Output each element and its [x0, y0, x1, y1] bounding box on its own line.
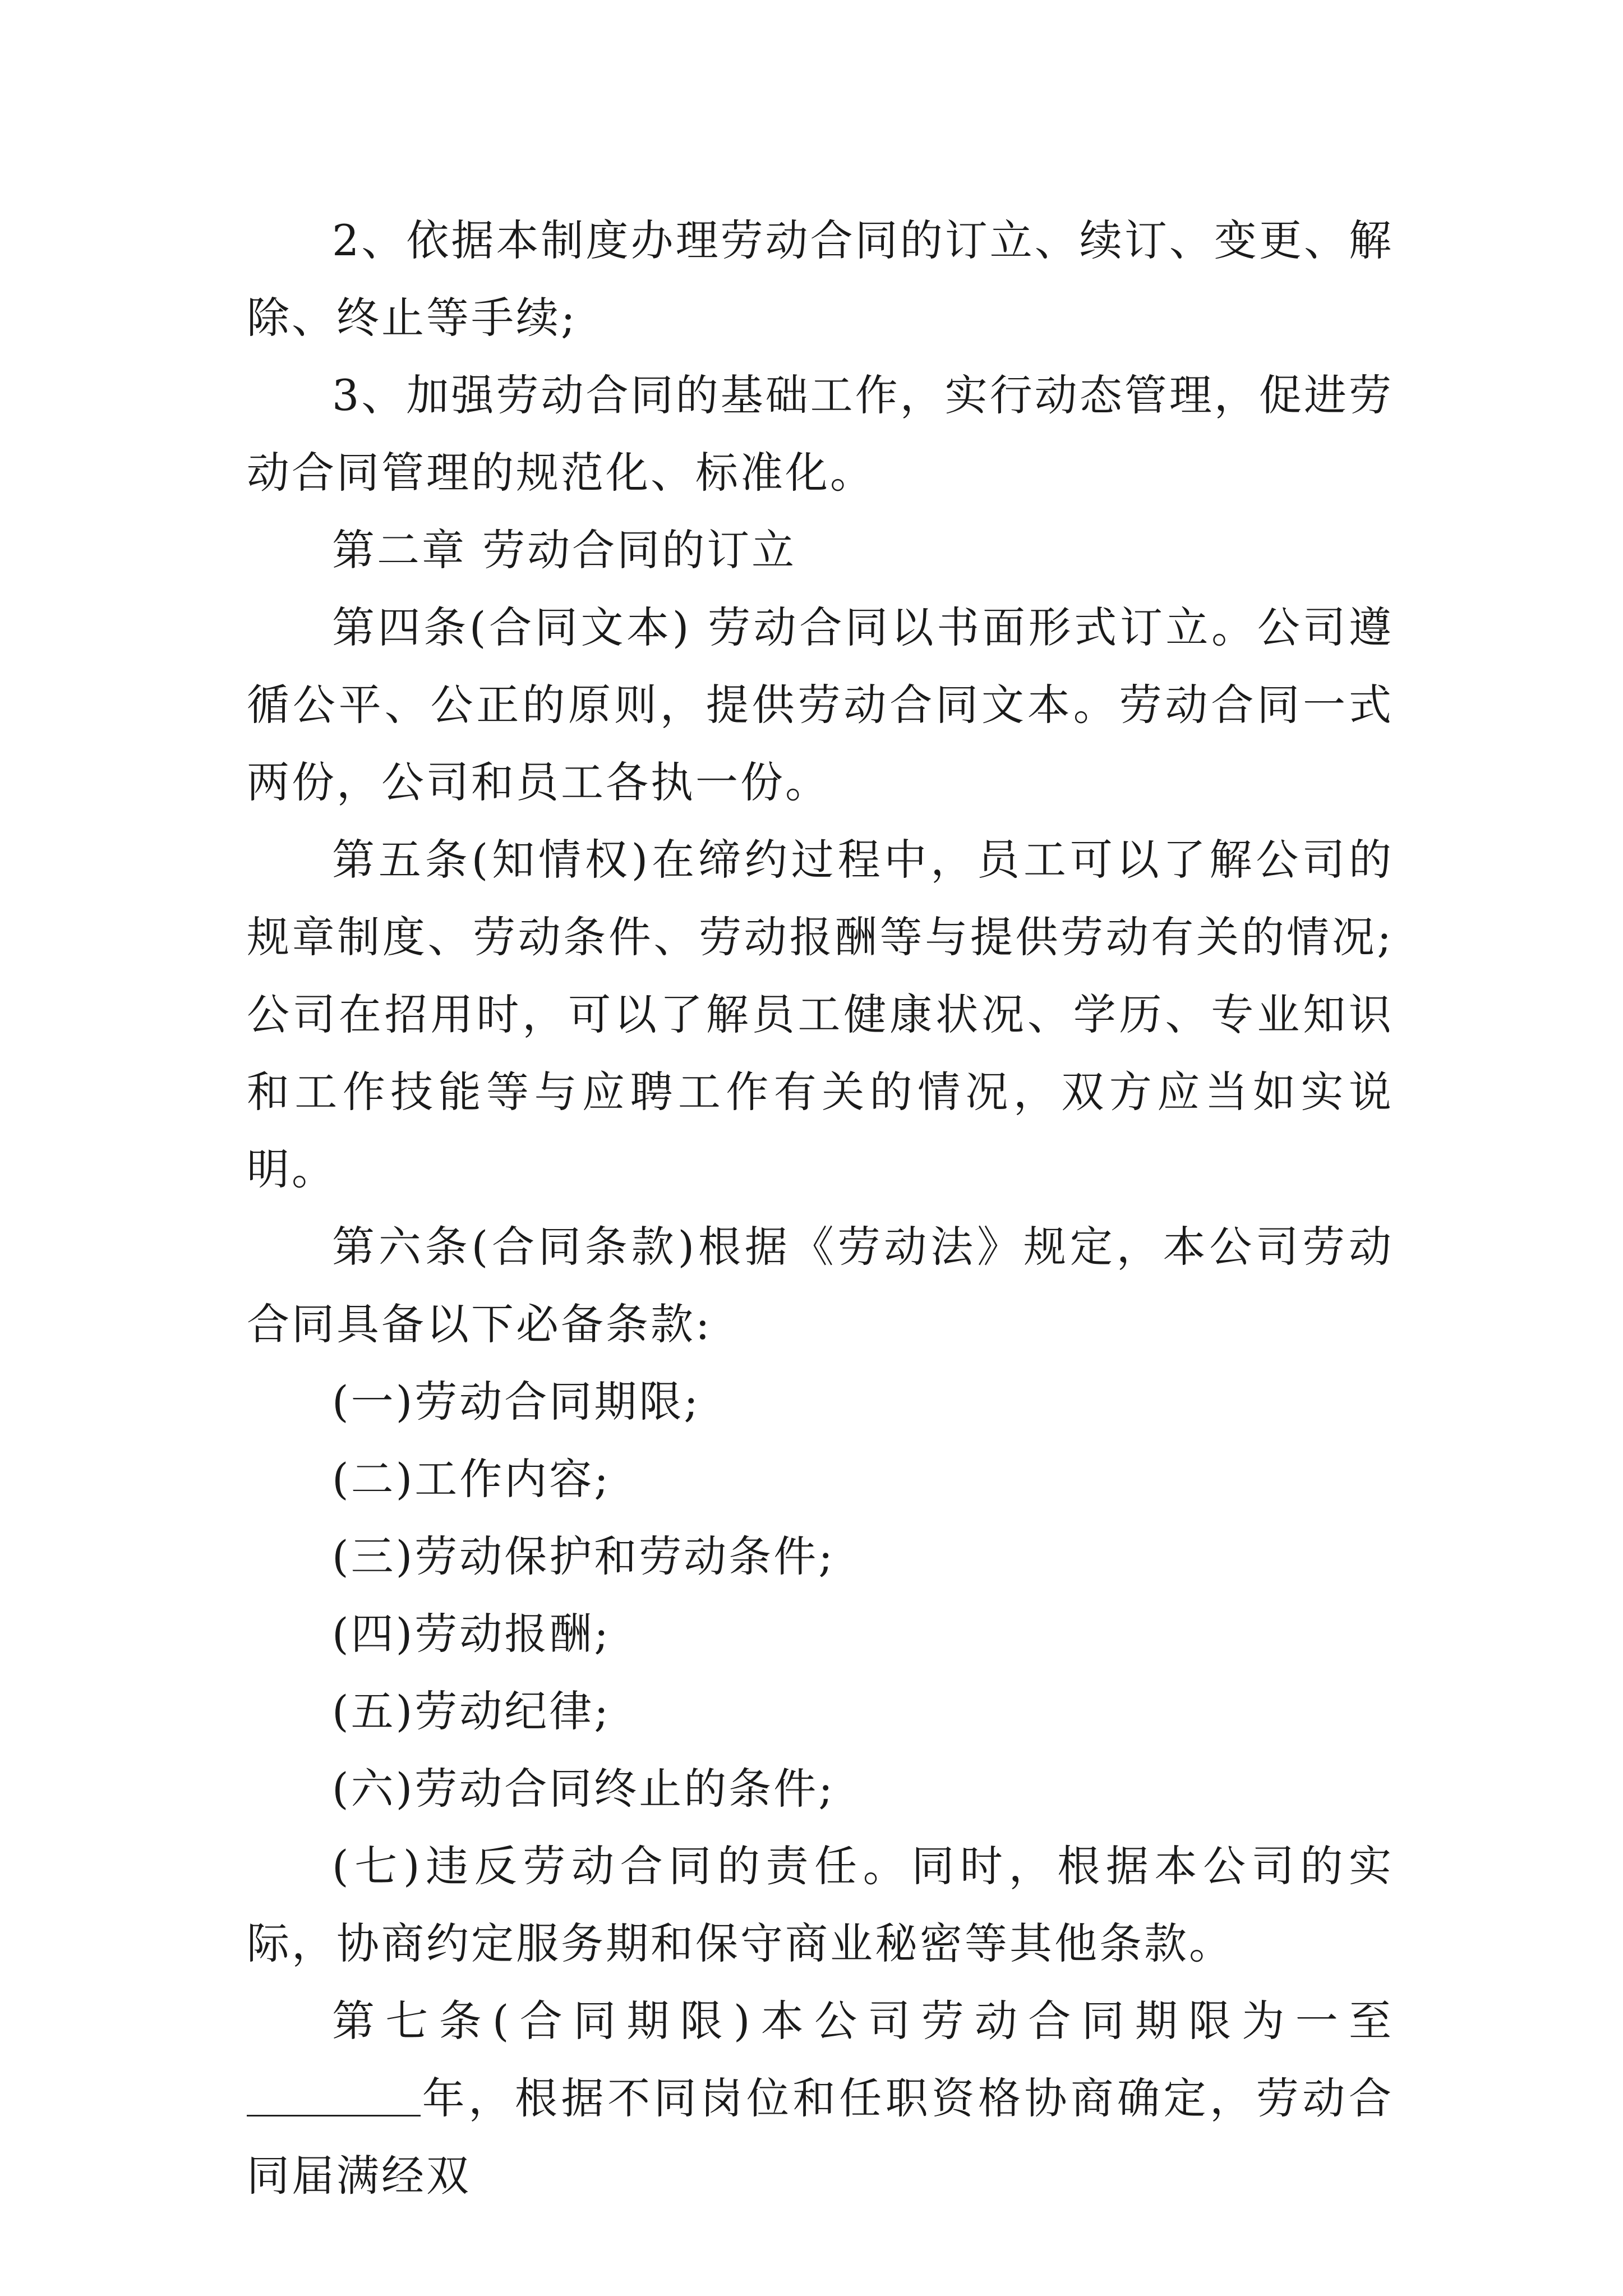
article-5: 第五条(知情权)在缔约过程中，员工可以了解公司的规章制度、劳动条件、劳动报酬等与提供劳动有关的情况;公司在招用时，可以了解员工健康状况、学历、专业知识和工作技能等与应聘工作有关的情况，双方应当如实说明。 — [247, 835, 1394, 1194]
article-7-text-start: 第七条(合同期限)本公司劳动合同期限为一至 — [332, 1996, 1394, 2046]
clause-5: (五)劳动纪律; — [332, 1686, 611, 1736]
chapter-heading: 第二章 劳动合同的订立 — [332, 525, 797, 575]
clause-7: (七)违反劳动合同的责任。同时，根据本公司的实际，协商约定服务期和保守商业秘密等其他条款。 — [247, 1841, 1394, 1968]
clause-3: (三)劳动保护和劳动条件; — [332, 1531, 835, 1581]
article-7-text-end: 年，根据不同岗位和任职资格协商确定，劳动合同届满经双 — [247, 2073, 1394, 2201]
clause-2: (二)工作内容; — [332, 1454, 611, 1504]
clause-4: (四)劳动报酬; — [332, 1609, 611, 1659]
article-6: 第六条(合同条款)根据《劳动法》规定，本公司劳动合同具备以下必备条款: — [247, 1222, 1394, 1349]
clause-6: (六)劳动合同终止的条件; — [332, 1764, 835, 1814]
article-4: 第四条(合同文本) 劳动合同以书面形式订立。公司遵循公平、公正的原则，提供劳动合同文本。劳动合同一式两份，公司和员工各执一份。 — [247, 602, 1394, 807]
paragraph-item-3: 3、加强劳动合同的基础工作，实行动态管理，促进劳动合同管理的规范化、标准化。 — [247, 370, 1394, 498]
article-7 — [247, 1982, 1394, 2215]
fill-in-blank-line — [247, 2072, 421, 2116]
document-body — [247, 202, 1394, 2215]
clause-1: (一)劳动合同期限; — [332, 1377, 700, 1427]
paragraph-item-2: 2、依据本制度办理劳动合同的订立、续订、变更、解除、终止等手续; — [247, 215, 1394, 343]
